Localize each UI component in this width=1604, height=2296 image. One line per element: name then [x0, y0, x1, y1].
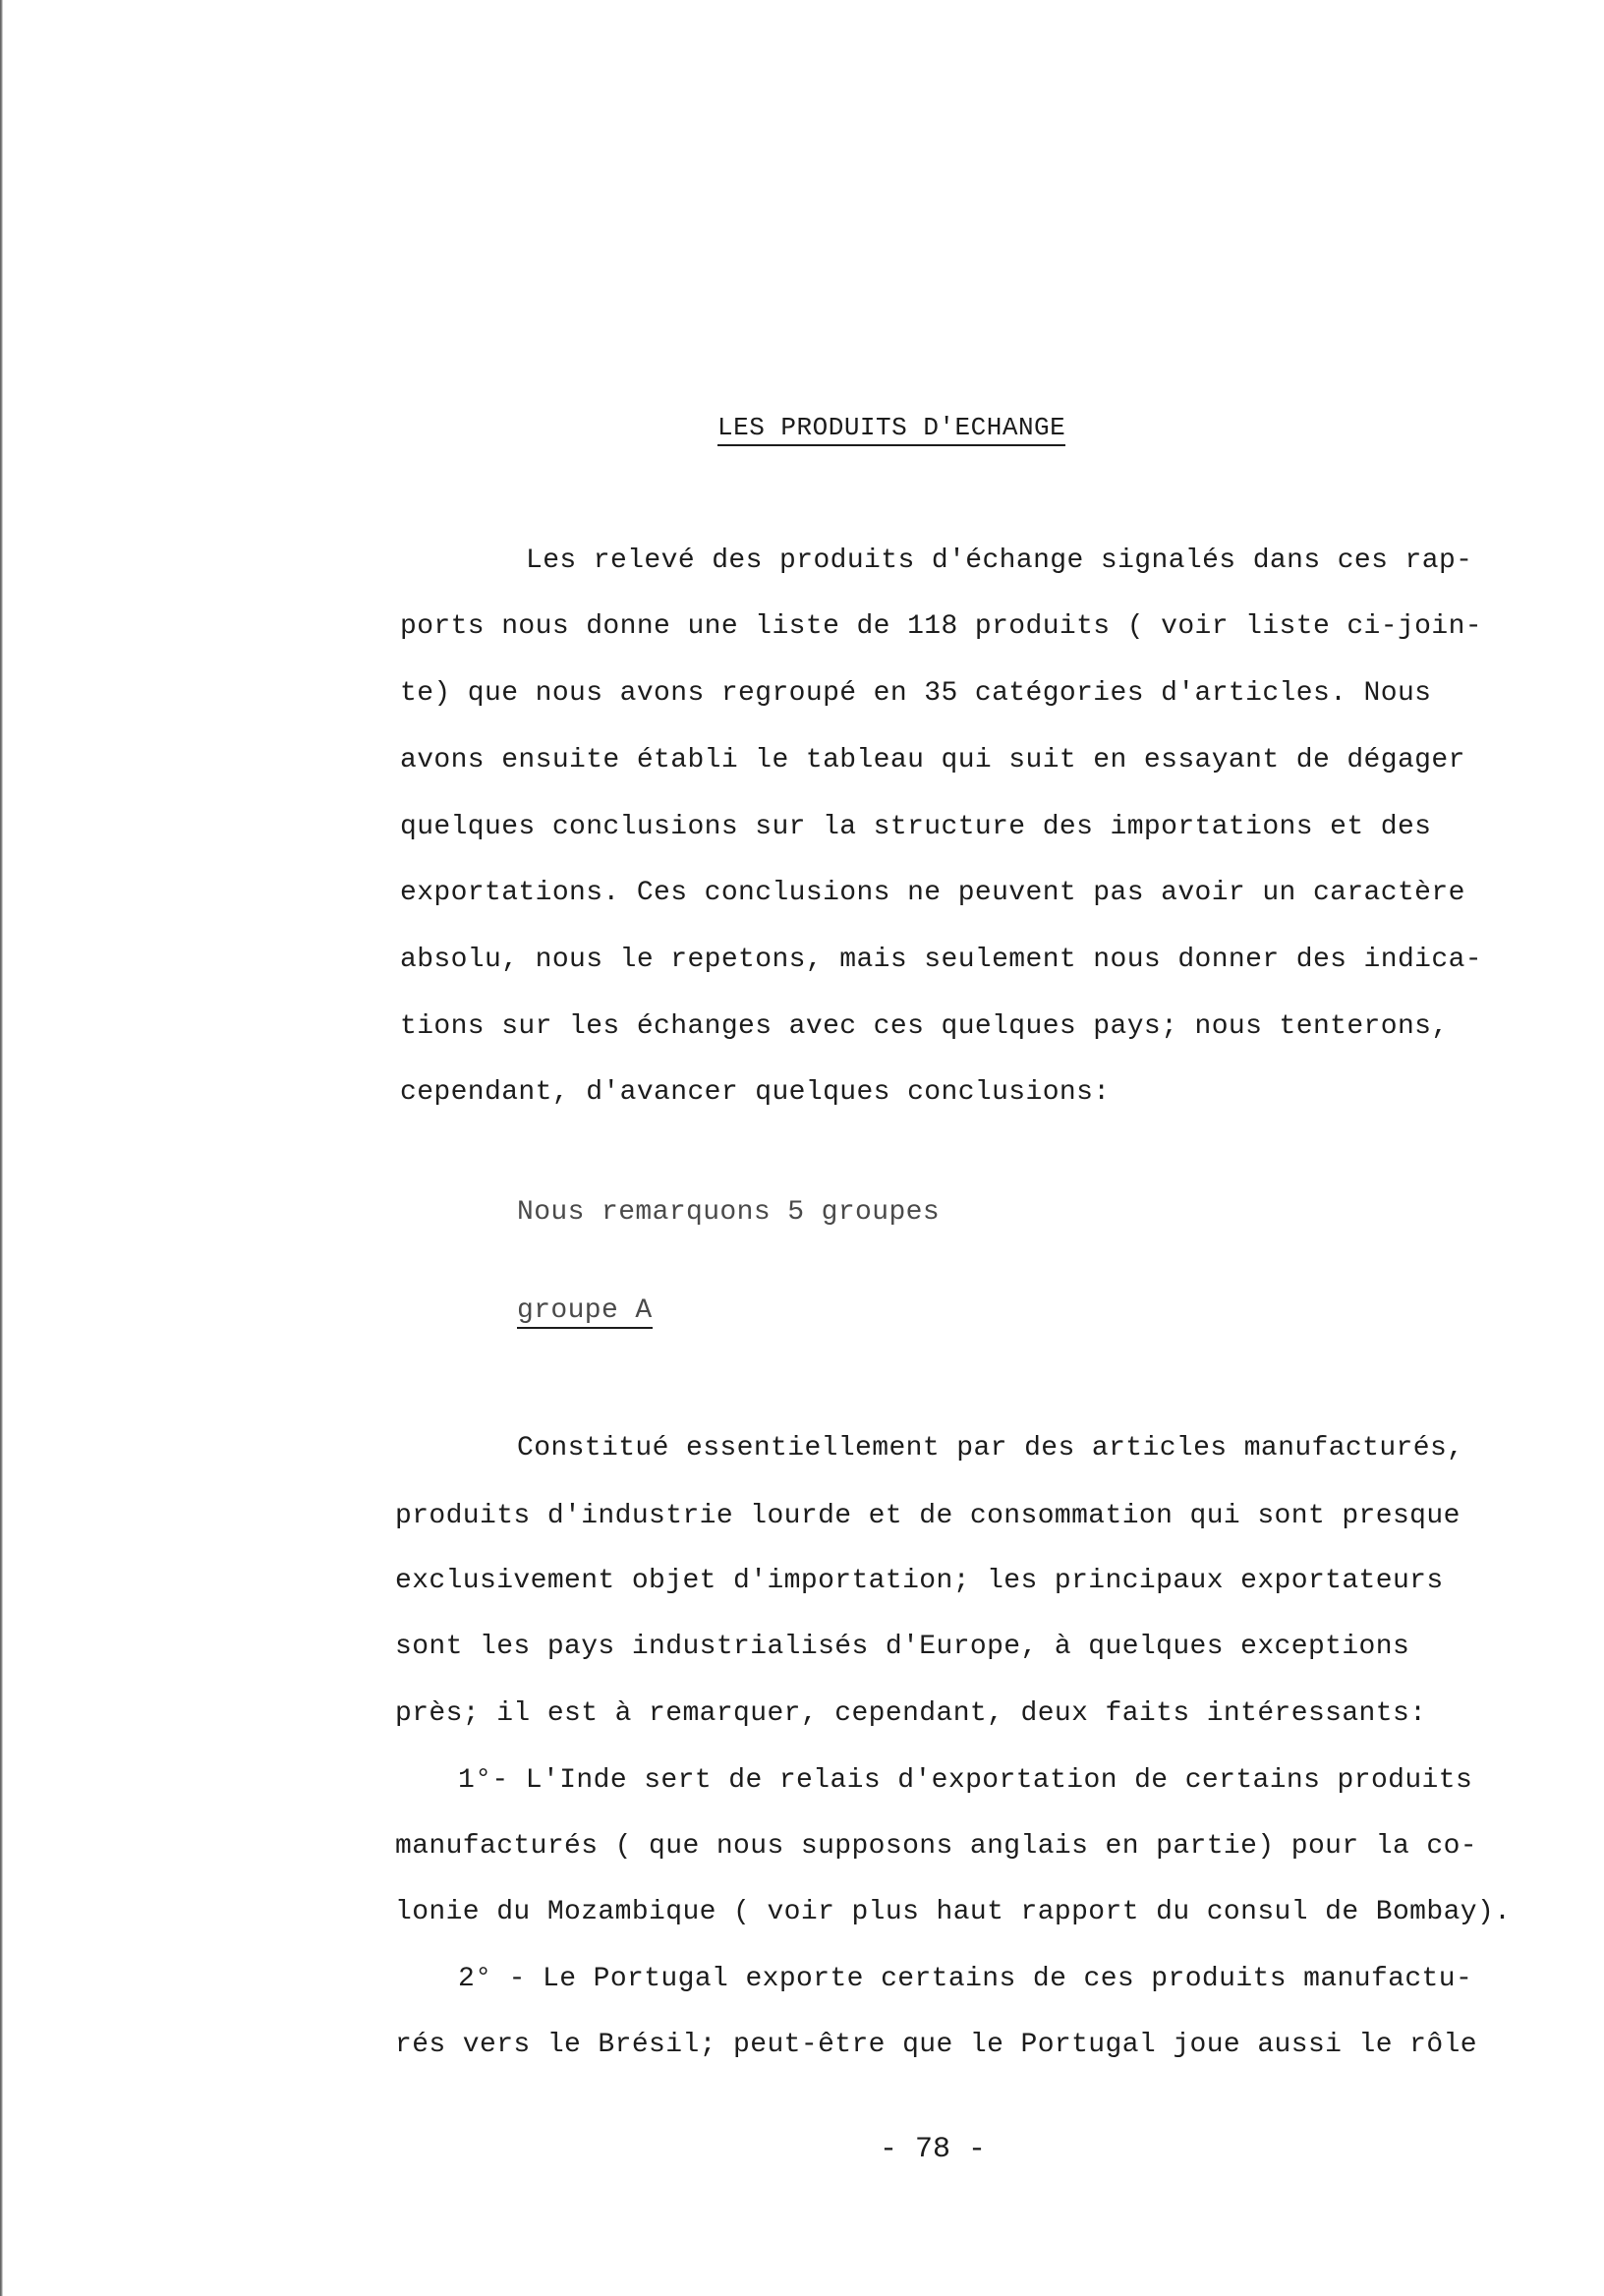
paragraph-1-line-3: te) que nous avons regroupé en 35 catégories d'articles. Nous: [400, 678, 1432, 709]
paragraph-2-line-7: manufacturés ( que nous supposons anglais en partie) pour la co-: [395, 1831, 1477, 1862]
paragraph-2-line-8: lonie du Mozambique ( voir plus haut rapport du consul de Bombay).: [395, 1897, 1512, 1927]
paragraph-1-line-1: Les relevé des produits d'échange signalés dans ces rap-: [526, 545, 1473, 576]
paragraph-1-line-8: tions sur les échanges avec ces quelques pays; nous tenterons,: [400, 1011, 1449, 1042]
paragraph-1-line-2: ports nous donne une liste de 118 produits ( voir liste ci-join-: [400, 611, 1482, 642]
scan-binding-edge: [0, 0, 3, 2296]
paragraph-2-line-4: sont les pays industrialisés d'Europe, à quelques exceptions: [395, 1632, 1410, 1662]
paragraph-1-line-4: avons ensuite établi le tableau qui suit en essayant de dégager: [400, 745, 1465, 775]
groups-intro: Nous remarquons 5 groupes: [517, 1197, 941, 1228]
paragraph-2-line-1: Constitué essentiellement par des articles manufacturés,: [517, 1433, 1464, 1464]
page-number: - 78 -: [880, 2133, 987, 2166]
group-a-heading-text: groupe A: [517, 1295, 653, 1329]
page-title: LES PRODUITS D'ECHANGE: [717, 413, 1065, 446]
paragraph-1-line-7: absolu, nous le repetons, mais seulement nous donner des indica-: [400, 945, 1482, 975]
paragraph-2-line-9: 2° - Le Portugal exporte certains de ces produits manufactu-: [458, 1964, 1473, 1994]
paragraph-2-line-2: produits d'industrie lourde et de consommation qui sont presque: [395, 1501, 1461, 1531]
paragraph-2-line-3: exclusivement objet d'importation; les principaux exportateurs: [395, 1566, 1444, 1596]
paragraph-1-line-5: quelques conclusions sur la structure des importations et des: [400, 812, 1432, 842]
group-a-heading: [517, 1295, 653, 1326]
paragraph-2-line-5: près; il est à remarquer, cependant, deux faits intéressants:: [395, 1698, 1427, 1729]
paragraph-1-line-9: cependant, d'avancer quelques conclusions:: [400, 1077, 1111, 1108]
paragraph-2-line-6: 1°- L'Inde sert de relais d'exportation de certains produits: [458, 1765, 1473, 1796]
paragraph-2-line-10: rés vers le Brésil; peut-être que le Portugal joue aussi le rôle: [395, 2030, 1477, 2060]
paragraph-1-line-6: exportations. Ces conclusions ne peuvent pas avoir un caractère: [400, 878, 1465, 908]
